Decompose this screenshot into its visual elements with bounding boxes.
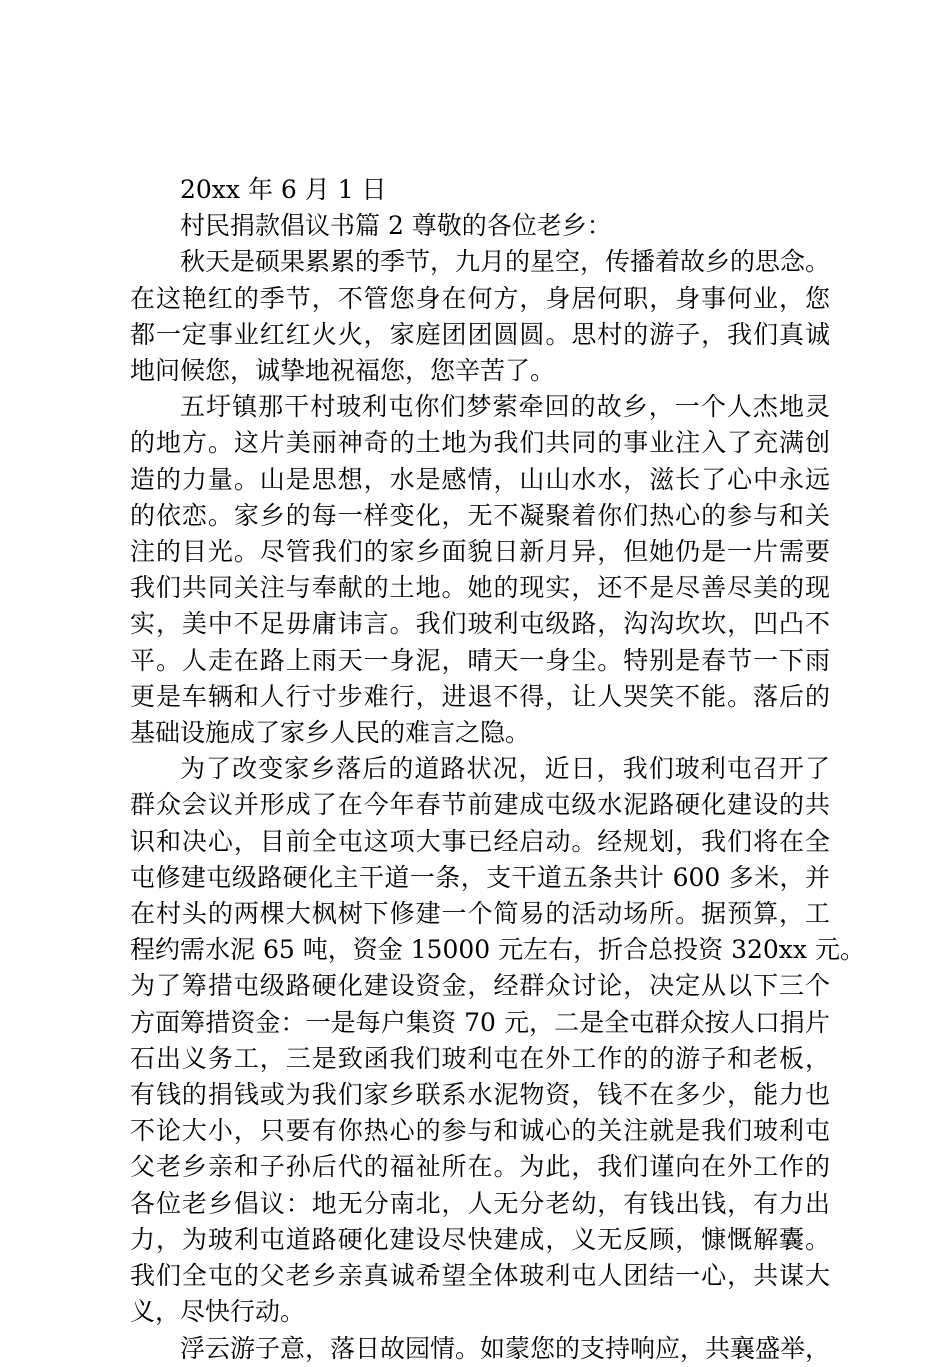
- text-line: 程约需水泥 65 吨，资金 15000 元左右，折合总投资 320xx 元。: [130, 935, 865, 965]
- document-body: [130, 172, 865, 1367]
- text-line: 平。人走在路上雨天一身泥，晴天一身尘。特别是春节一下雨: [130, 645, 830, 675]
- text-line: 为了改变家乡落后的道路状况，近日，我们玻利屯召开了: [180, 754, 830, 784]
- letter-title: 村民捐款倡议书篇 2 尊敬的各位老乡：: [180, 211, 612, 241]
- text-line: 地问候您，诚挚地祝福您，您辛苦了。: [130, 356, 556, 386]
- text-line: 石出义务工，三是致函我们玻利屯在外工作的的游子和老板，: [130, 1043, 830, 1073]
- text-line: 造的力量。山是思想，水是感情，山山水水，滋长了心中永远: [130, 464, 830, 494]
- text-line: 群众会议并形成了在今年春节前建成屯级水泥路硬化建设的共: [130, 790, 830, 820]
- text-line: 在村头的两棵大枫树下修建一个简易的活动场所。据预算，工: [130, 899, 830, 929]
- text-line: 基础设施成了家乡人民的难言之隐。: [130, 718, 531, 748]
- text-line: 秋天是硕果累累的季节，九月的星空，传播着故乡的思念。: [180, 247, 831, 277]
- text-line: 注的目光。尽管我们的家乡面貌日新月异，但她仍是一片需要: [130, 537, 830, 567]
- text-line: 义，尽快行动。: [130, 1297, 306, 1327]
- paragraph-4: [130, 1331, 830, 1367]
- text-line: 的依恋。家乡的每一样变化，无不凝聚着你们热心的参与和关: [130, 500, 830, 530]
- paragraph-2: [130, 389, 830, 751]
- text-line: 我们全屯的父老乡亲真诚希望全体玻利屯人团结一心，共谋大: [130, 1261, 830, 1291]
- text-line: 有钱的捐钱或为我们家乡联系水泥物资，钱不在多少，能力也: [130, 1080, 830, 1110]
- text-line: 为了筹措屯级路硬化建设资金，经群众讨论，决定从以下三个: [130, 971, 830, 1001]
- text-line: 方面筹措资金：一是每户集资 70 元，二是全屯群众按人口捐片: [130, 1007, 830, 1037]
- letter-date: 20xx 年 6 月 1 日: [180, 175, 387, 204]
- text-line: 各位老乡倡议：地无分南北，人无分老幼，有钱出钱，有力出: [130, 1188, 830, 1218]
- text-line: 都一定事业红红火火，家庭团团圆圆。思村的游子，我们真诚: [130, 319, 830, 349]
- text-line: 我们共同关注与奉献的土地。她的现实，还不是尽善尽美的现: [130, 573, 830, 603]
- text-line: 的地方。这片美丽神奇的土地为我们共同的事业注入了充满创: [130, 428, 830, 458]
- text-line: 不论大小，只要有你热心的参与和诚心的关注就是我们玻利屯: [130, 1116, 830, 1146]
- text-line: 实，美中不足毋庸讳言。我们玻利屯级路，沟沟坎坎，凹凸不: [130, 609, 830, 639]
- text-line: 在这艳红的季节，不管您身在何方，身居何职，身事何业，您: [130, 283, 830, 313]
- text-line: 识和决心，目前全屯这项大事已经启动。经规划，我们将在全: [130, 826, 830, 856]
- text-line: 力，为玻利屯道路硬化建设尽快建成，义无反顾，慷慨解囊。: [130, 1224, 830, 1254]
- text-line: 五圩镇那干村玻利屯你们梦萦牵回的故乡，一个人杰地灵: [180, 392, 830, 422]
- text-line: 更是车辆和人行寸步难行，进退不得，让人哭笑不能。落后的: [130, 681, 830, 711]
- paragraph-1: [130, 244, 830, 389]
- text-line: 屯修建屯级路硬化主干道一条，支干道五条共计 600 多米，并: [130, 862, 830, 892]
- text-line: 父老乡亲和子孙后代的福祉所在。为此，我们谨向在外工作的: [130, 1152, 830, 1182]
- text-line: 浮云游子意，落日故园情。如蒙您的支持响应，共襄盛举，: [180, 1333, 831, 1363]
- paragraph-3: [130, 751, 865, 1330]
